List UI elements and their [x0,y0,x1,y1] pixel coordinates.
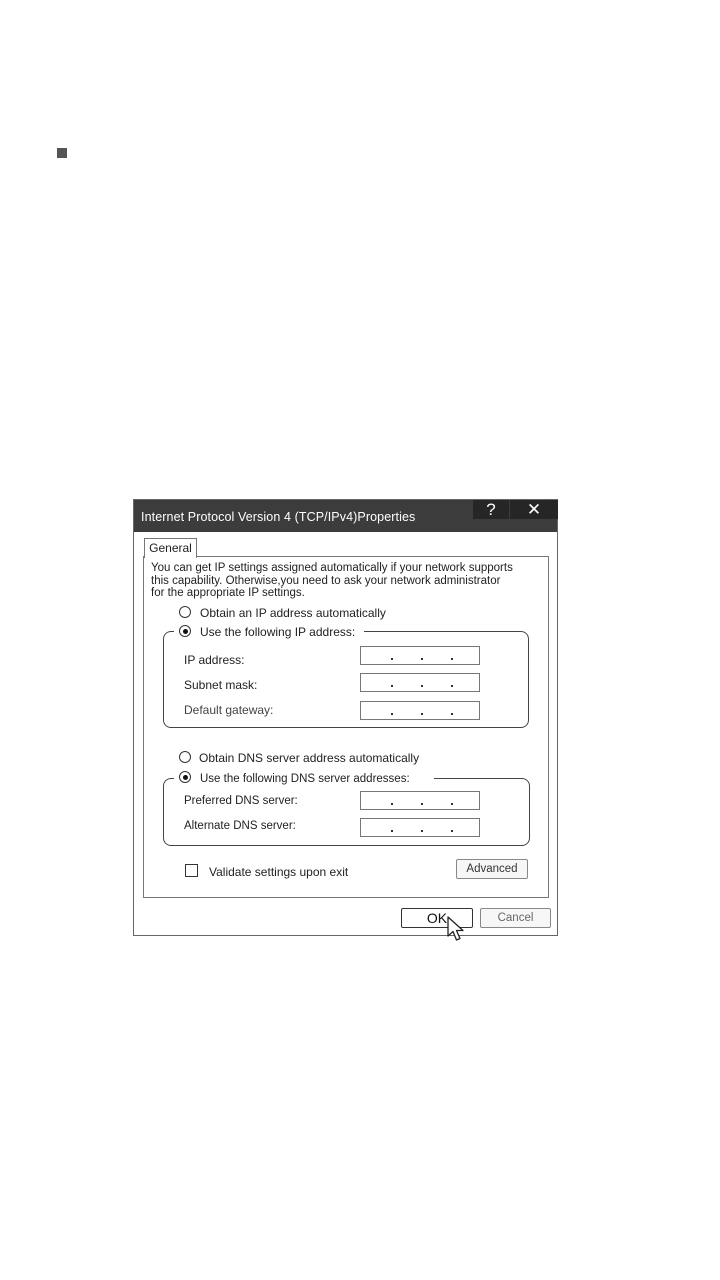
radio-dns-auto[interactable] [179,751,191,763]
radio-ip-auto[interactable] [179,606,191,618]
subnet-mask-input[interactable] [360,673,480,692]
close-button[interactable] [510,500,558,519]
radio-dns-manual-label: Use the following DNS server addresses: [200,773,410,785]
ipv4-properties-dialog [133,499,558,936]
radio-ip-manual[interactable] [179,625,191,637]
default-gateway-label: Default gateway: [184,703,274,717]
help-button[interactable] [473,500,509,519]
question-mark-icon: ? [486,500,496,519]
alternate-dns-input[interactable] [360,818,480,837]
description-text: You can get IP settings assigned automatically if your network supports this capability. Otherwise,you need to ask your network administrator for the appropriate IP settings. [151,562,513,599]
mouse-pointer-icon [446,916,468,942]
advanced-button[interactable]: Advanced [456,859,528,879]
bullet-square [57,148,67,158]
preferred-dns-label: Preferred DNS server: [184,795,298,807]
dialog-title: Internet Protocol Version 4 (TCP/IPv4)Properties [141,510,416,524]
radio-ip-auto-label: Obtain an IP address automatically [200,606,386,620]
radio-dns-auto-label: Obtain DNS server address automatically [199,751,420,765]
ok-button[interactable]: OK [401,908,473,928]
validate-checkbox[interactable] [185,864,198,877]
tab-general[interactable]: General [144,538,197,558]
validate-label: Validate settings upon exit [209,865,349,879]
close-icon: ✕ [526,500,542,519]
default-gateway-input[interactable] [360,701,480,720]
alternate-dns-label: Alternate DNS server: [184,820,296,832]
preferred-dns-input[interactable] [360,791,480,810]
cancel-button[interactable]: Cancel [480,908,551,928]
ip-address-label: IP address: [184,653,245,667]
title-bar [134,500,557,532]
radio-ip-manual-label: Use the following IP address: [200,625,356,639]
subnet-mask-label: Subnet mask: [184,678,258,692]
ip-address-input[interactable] [360,646,480,665]
radio-dns-manual[interactable] [179,771,191,783]
